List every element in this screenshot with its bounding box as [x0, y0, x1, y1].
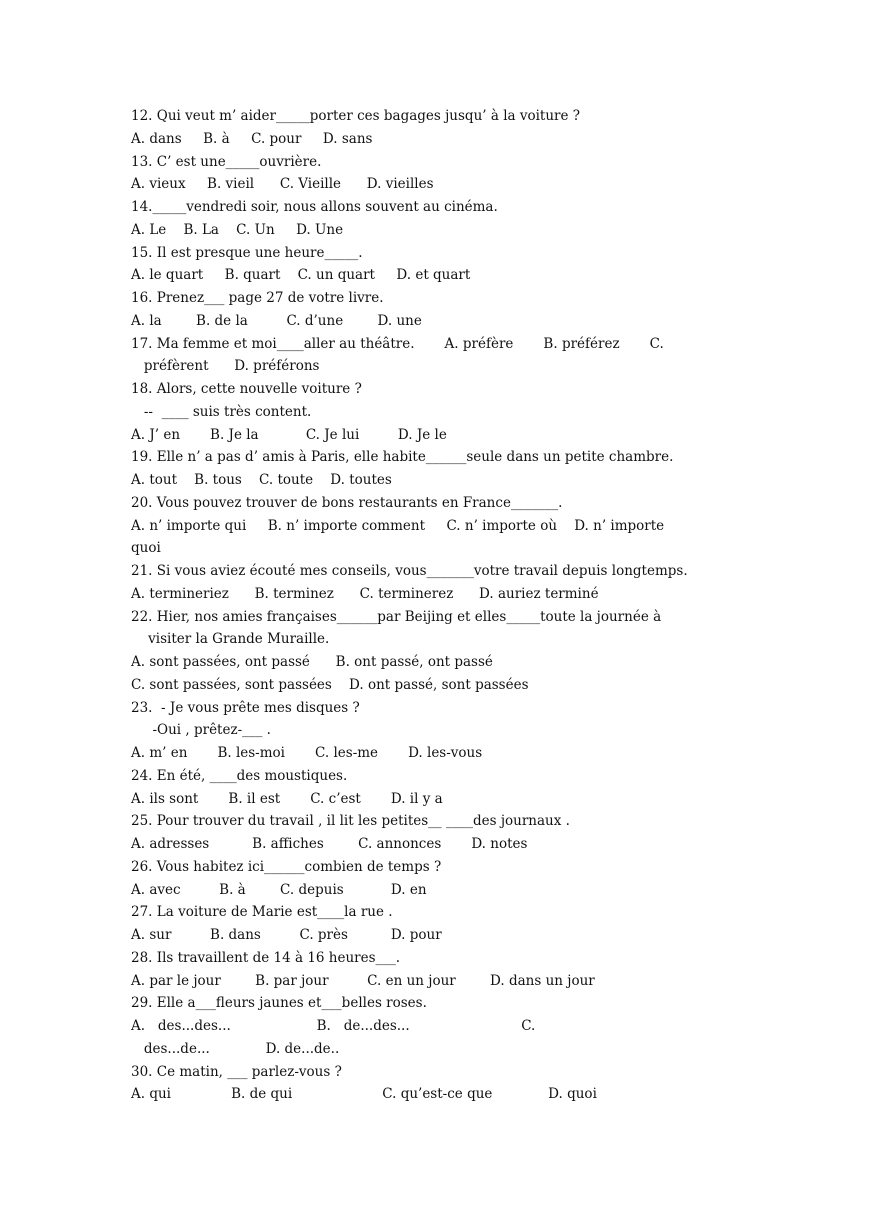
question-line: 16. Prenez___ page 27 de votre livre.: [131, 290, 384, 306]
answer-line: -- ____ suis très content.: [131, 403, 312, 420]
answer-line: quoi: [131, 540, 161, 557]
question-line: 20. Vous pouvez trouver de bons restaurants en France_______.: [131, 494, 563, 511]
question-line: 26. Vous habitez ici______combien de temps ?: [131, 858, 442, 875]
answer-line: A. adresses B. affiches C. annonces D. notes: [131, 836, 528, 852]
answer-line: visiter la Grande Muraille.: [131, 631, 330, 648]
answer-line: -Oui , prêtez-___ .: [131, 722, 271, 739]
question-line: 18. Alors, cette nouvelle voiture ?: [131, 381, 362, 397]
answer-line: A. avec B. à C. depuis D. en: [131, 881, 427, 898]
answer-line: A. n’ importe qui B. n’ importe comment C. n’ importe où D. n’ importe: [131, 517, 665, 534]
question-line: 28. Ils travaillent de 14 à 16 heures___.: [131, 949, 401, 966]
question-line: 17. Ma femme et moi____aller au théâtre. A. préfère B. préférez C.: [131, 335, 664, 352]
answer-line: A. vieux B. vieil C. Vieille D. vieilles: [131, 176, 434, 193]
answer-line: A. dans B. à C. pour D. sans: [131, 130, 373, 147]
answer-line: A. Le B. La C. Un D. Une: [131, 221, 344, 238]
question-line: 13. C’ est une_____ouvrière.: [131, 153, 322, 170]
question-line: 25. Pour trouver du travail , il lit les petites__ ____des journaux .: [131, 813, 570, 830]
question-line: 30. Ce matin, ___ parlez-vous ?: [131, 1063, 342, 1080]
answer-line: A. ils sont B. il est C. c’est D. il y a: [131, 790, 443, 807]
answer-line: A. J’ en B. Je la C. Je lui D. Je le: [131, 426, 447, 443]
question-line: 24. En été, ____des moustiques.: [131, 767, 348, 784]
question-line: 22. Hier, nos amies françaises______par Beijing et elles_____toute la journée à: [131, 608, 662, 625]
answer-line: A. sont passées, ont passé B. ont passé, ont passé: [131, 654, 493, 670]
answer-line: C. sont passées, sont passées D. ont passé, sont passées: [131, 676, 529, 693]
question-line: 23. - Je vous prête mes disques ?: [131, 699, 360, 716]
question-line: 12. Qui veut m’ aider_____porter ces bagages jusqu’ à la voiture ?: [131, 108, 581, 124]
answer-line: A. m’ en B. les-moi C. les-me D. les-vous: [131, 745, 483, 761]
question-line: 27. La voiture de Marie est____la rue .: [131, 904, 393, 921]
answer-line: A. le quart B. quart C. un quart D. et quart: [131, 267, 471, 284]
answer-line: A. sur B. dans C. près D. pour: [131, 927, 442, 943]
answer-line: des...de... D. de...de..: [131, 1040, 340, 1057]
answer-line: A. des...des... B. de...des... C.: [131, 1018, 536, 1034]
answer-line: A. tout B. tous C. toute D. toutes: [131, 472, 392, 488]
question-line: 19. Elle n’ a pas d’ amis à Paris, elle habite______seule dans un petite chambre.: [131, 449, 674, 466]
answer-line: préfèrent D. préférons: [131, 358, 320, 375]
question-line: 29. Elle a___fleurs jaunes et___belles roses.: [131, 995, 427, 1012]
question-line: 21. Si vous aviez écouté mes conseils, vous_______votre travail depuis longtemps.: [131, 563, 688, 579]
question-line: 14._____vendredi soir, nous allons souvent au cinéma.: [131, 199, 498, 215]
question-line: 15. Il est presque une heure_____.: [131, 244, 363, 261]
answer-line: A. la B. de la C. d’une D. une: [131, 312, 422, 329]
answer-line: A. par le jour B. par jour C. en un jour D. dans un jour: [131, 972, 595, 989]
answer-line: A. termineriez B. terminez C. terminerez D. auriez terminé: [131, 585, 599, 602]
answer-line: A. qui B. de qui C. qu’est-ce que D. quoi: [131, 1086, 597, 1103]
